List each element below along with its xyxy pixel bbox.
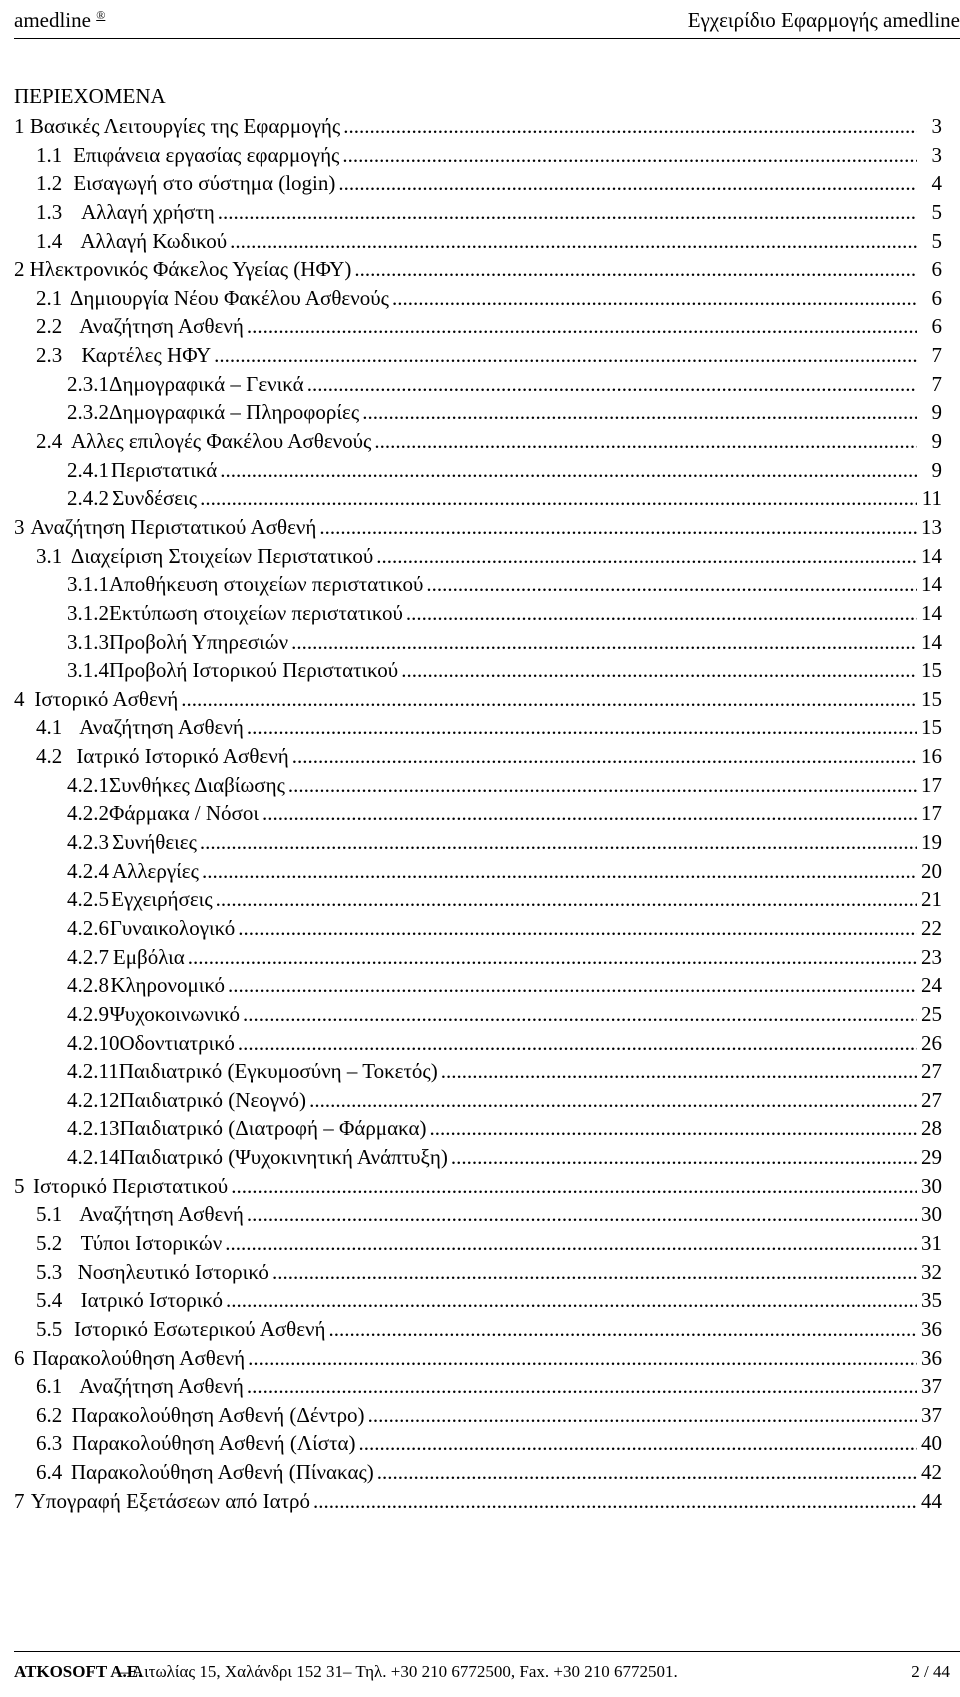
toc-entry[interactable] bbox=[14, 799, 942, 828]
toc-entry-number: 4.2.1 bbox=[67, 772, 109, 797]
toc-entry-page: 30 bbox=[921, 1202, 942, 1227]
toc-leader-dots bbox=[248, 1344, 917, 1373]
toc-entry-page: 3 bbox=[931, 142, 942, 167]
toc-entry-page: 19 bbox=[921, 830, 942, 855]
toc-entry[interactable] bbox=[14, 570, 942, 599]
toc-entry-number: 4.2.5 bbox=[67, 887, 109, 912]
toc-entry-page: 14 bbox=[921, 572, 942, 597]
toc-entry[interactable] bbox=[14, 1286, 942, 1315]
toc-entry-page: 6 bbox=[931, 314, 942, 339]
toc-entry-page: 29 bbox=[921, 1145, 942, 1170]
toc-entry[interactable] bbox=[14, 456, 942, 485]
toc-leader-dots bbox=[319, 513, 917, 542]
toc-entry-number: 2.4.1 bbox=[67, 457, 109, 482]
toc-entry[interactable] bbox=[14, 255, 942, 284]
toc-entry[interactable] bbox=[14, 169, 942, 198]
brand-name: amedline bbox=[14, 8, 91, 32]
toc-entry-number: 2.3 bbox=[36, 343, 63, 368]
toc-entry-title: Ιατρικό Ιστορικό Ασθενή bbox=[76, 744, 289, 769]
toc-leader-dots bbox=[377, 1458, 917, 1487]
toc-entry[interactable] bbox=[14, 828, 942, 857]
toc-entry-title: Αναζήτηση Ασθενή bbox=[79, 1374, 244, 1399]
toc-entry-page: 6 bbox=[931, 257, 942, 282]
toc-entry-number: 4.2 bbox=[36, 744, 63, 769]
toc-entry-number: 1.1 bbox=[36, 142, 63, 167]
toc-entry-title: Παρακολούθηση Ασθενή bbox=[32, 1345, 246, 1370]
toc-entry-title: Παιδιατρικό (Εγκυμοσύνη – Τοκετός) bbox=[118, 1059, 438, 1084]
toc-entry-title: Εκτύπωση στοιχείων περιστατικού bbox=[109, 600, 403, 625]
toc-entry-page: 4 bbox=[931, 171, 942, 196]
toc-leader-dots bbox=[426, 570, 917, 599]
toc-leader-dots bbox=[406, 599, 917, 628]
toc-leader-dots bbox=[247, 713, 917, 742]
toc-entry[interactable] bbox=[14, 1057, 942, 1086]
toc-leader-dots bbox=[216, 885, 917, 914]
toc-leader-dots bbox=[309, 1086, 917, 1115]
toc-entry-page: 5 bbox=[931, 199, 942, 224]
toc-entry-page: 9 bbox=[931, 457, 942, 482]
toc-entry[interactable] bbox=[14, 857, 942, 886]
toc-entry[interactable] bbox=[14, 1487, 942, 1516]
toc-leader-dots bbox=[202, 857, 917, 886]
toc-entry-page: 42 bbox=[921, 1460, 942, 1485]
toc-entry-title: Καρτέλες ΗΦΥ bbox=[81, 343, 212, 368]
toc-entry-number: 2.1 bbox=[36, 285, 63, 310]
toc-entry-number: 5.1 bbox=[36, 1202, 63, 1227]
toc-leader-dots bbox=[292, 742, 917, 771]
toc-entry-title: Επιφάνεια εργασίας εφαρμογής bbox=[73, 142, 340, 167]
toc-entry-page: 7 bbox=[931, 343, 942, 368]
toc-entry-title: Συνδέσεις bbox=[112, 486, 198, 511]
toc-entry-page: 17 bbox=[921, 801, 942, 826]
toc-leader-dots bbox=[247, 1200, 917, 1229]
toc-leader-dots bbox=[247, 312, 917, 341]
toc-entry-page: 20 bbox=[921, 858, 942, 883]
toc-entry-number: 4.2.4 bbox=[67, 858, 109, 883]
toc-entry-page: 24 bbox=[921, 973, 942, 998]
page-footer bbox=[14, 1651, 960, 1697]
toc-entry-number: 2.4 bbox=[36, 429, 63, 454]
toc-entry-page: 36 bbox=[921, 1345, 942, 1370]
toc-entry[interactable] bbox=[14, 341, 942, 370]
toc-entry[interactable] bbox=[14, 312, 942, 341]
toc-entry-title: Παρακολούθηση Ασθενή (Πίνακας) bbox=[70, 1460, 374, 1485]
toc-entry-number: 6.4 bbox=[36, 1460, 63, 1485]
toc-entry-page: 14 bbox=[921, 600, 942, 625]
toc-entry-number: 6 bbox=[14, 1345, 25, 1370]
toc-leader-dots bbox=[247, 1372, 917, 1401]
toc-entry-number: 2.4.2 bbox=[67, 486, 109, 511]
toc-entry-title: Γυναικολογικό bbox=[109, 915, 236, 940]
footer-page-indicator: 2 / 44 bbox=[911, 1662, 950, 1681]
toc-entry[interactable] bbox=[14, 1172, 942, 1201]
toc-entry-title: Ιστορικό Περιστατικού bbox=[32, 1173, 229, 1198]
toc-entry[interactable] bbox=[14, 198, 942, 227]
toc-entry[interactable] bbox=[14, 1315, 942, 1344]
toc-entry-title: Ιστορικό Ασθενή bbox=[34, 686, 179, 711]
toc-entry-title: Ψυχοκοινωνικό bbox=[109, 1001, 241, 1026]
header-brand bbox=[14, 8, 105, 33]
toc-leader-dots bbox=[243, 1000, 917, 1029]
toc-entry[interactable] bbox=[14, 112, 942, 141]
toc-leader-dots bbox=[401, 656, 917, 685]
toc-entry-page: 11 bbox=[921, 486, 942, 511]
toc-entry-page: 27 bbox=[921, 1059, 942, 1084]
toc-entry-page: 7 bbox=[931, 371, 942, 396]
toc-leader-dots bbox=[359, 1429, 917, 1458]
toc-entry-page: 9 bbox=[931, 400, 942, 425]
toc-entry-title: Αναζήτηση Ασθενή bbox=[79, 1202, 244, 1227]
toc-entry-number: 6.1 bbox=[36, 1374, 63, 1399]
toc-entry-page: 17 bbox=[921, 772, 942, 797]
toc-entry-title: Ιστορικό Εσωτερικού Ασθενή bbox=[73, 1316, 326, 1341]
toc-leader-dots bbox=[451, 1143, 917, 1172]
toc-entry-page: 22 bbox=[921, 915, 942, 940]
toc-leader-dots bbox=[441, 1057, 917, 1086]
toc-leader-dots bbox=[307, 370, 917, 399]
toc-leader-dots bbox=[272, 1258, 917, 1287]
toc-entry-page: 40 bbox=[921, 1431, 942, 1456]
toc-entry-page: 9 bbox=[931, 429, 942, 454]
toc-entry-page: 36 bbox=[921, 1316, 942, 1341]
toc-entry[interactable] bbox=[14, 1344, 942, 1373]
toc-leader-dots bbox=[214, 341, 917, 370]
toc-entry-page: 15 bbox=[921, 658, 942, 683]
toc-entry[interactable] bbox=[14, 713, 942, 742]
toc-entry-number: 4.2.3 bbox=[67, 830, 109, 855]
toc-leader-dots bbox=[231, 1172, 917, 1201]
toc-entry[interactable] bbox=[14, 141, 942, 170]
toc-entry-number: 2.3.2 bbox=[67, 400, 109, 425]
toc-leader-dots bbox=[200, 484, 917, 513]
toc-entry-page: 31 bbox=[921, 1230, 942, 1255]
toc-entry-title: Νοσηλευτικό Ιστορικό bbox=[77, 1259, 269, 1284]
toc-leader-dots bbox=[230, 227, 917, 256]
toc-leader-dots bbox=[228, 971, 917, 1000]
table-of-contents bbox=[14, 112, 942, 1515]
toc-entry-number: 4.2.6 bbox=[67, 915, 109, 940]
toc-entry-number: 3 bbox=[14, 514, 25, 539]
toc-entry-number: 6.2 bbox=[36, 1402, 63, 1427]
toc-entry-page: 13 bbox=[921, 514, 942, 539]
toc-entry-number: 4.2.7 bbox=[67, 944, 109, 969]
toc-entry-page: 28 bbox=[921, 1116, 942, 1141]
toc-entry-page: 6 bbox=[931, 285, 942, 310]
toc-entry-number: 2 bbox=[14, 257, 25, 282]
toc-leader-dots bbox=[291, 628, 917, 657]
toc-entry-title: Συνήθειες bbox=[112, 830, 197, 855]
toc-leader-dots bbox=[342, 141, 917, 170]
toc-entry-page: 27 bbox=[921, 1087, 942, 1112]
toc-entry-number: 5.4 bbox=[36, 1288, 63, 1313]
toc-entry-number: 5.5 bbox=[36, 1316, 63, 1341]
toc-entry[interactable] bbox=[14, 1401, 942, 1430]
toc-entry-number: 4.2.10 bbox=[67, 1030, 120, 1055]
toc-leader-dots bbox=[313, 1487, 917, 1516]
toc-entry[interactable] bbox=[14, 370, 942, 399]
toc-entry[interactable] bbox=[14, 1086, 942, 1115]
toc-entry[interactable] bbox=[14, 1429, 942, 1458]
toc-entry-title: Δημογραφικά – Πληροφορίες bbox=[109, 400, 360, 425]
toc-entry-number: 4.1 bbox=[36, 715, 63, 740]
toc-entry-number: 4.2.9 bbox=[67, 1001, 109, 1026]
header-doc-title: Εγχειρίδιο Εφαρμογής amedline bbox=[687, 8, 960, 32]
toc-entry-page: 15 bbox=[921, 715, 942, 740]
toc-entry[interactable] bbox=[14, 284, 942, 313]
toc-entry-title: Περιστατικά bbox=[110, 457, 218, 482]
toc-entry-title: Παιδιατρικό (Ψυχοκινητική Ανάπτυξη) bbox=[119, 1145, 448, 1170]
toc-entry-title: Υπογραφή Εξετάσεων από Ιατρό bbox=[30, 1488, 311, 1513]
toc-entry[interactable] bbox=[14, 1200, 942, 1229]
toc-entry-number: 3.1.3 bbox=[67, 629, 109, 654]
toc-entry-number: 2.3.1 bbox=[67, 371, 109, 396]
toc-entry[interactable] bbox=[14, 1229, 942, 1258]
page-header bbox=[14, 0, 960, 39]
toc-entry-page: 23 bbox=[921, 944, 942, 969]
toc-leader-dots bbox=[329, 1315, 917, 1344]
toc-entry[interactable] bbox=[14, 1114, 942, 1143]
toc-leader-dots bbox=[338, 169, 917, 198]
toc-entry[interactable] bbox=[14, 599, 942, 628]
toc-entry[interactable] bbox=[14, 427, 942, 456]
toc-entry-number: 6.3 bbox=[36, 1431, 63, 1456]
toc-entry-title: Εμβόλια bbox=[112, 944, 185, 969]
toc-leader-dots bbox=[288, 771, 917, 800]
toc-entry-number: 3.1.4 bbox=[67, 658, 109, 683]
toc-entry-title: Ιατρικό Ιστορικό bbox=[80, 1288, 224, 1313]
toc-entry-page: 5 bbox=[931, 228, 942, 253]
toc-entry-title: Παρακολούθηση Ασθενή (Λίστα) bbox=[72, 1431, 356, 1456]
toc-entry-number: 4.2.11 bbox=[67, 1059, 119, 1084]
toc-leader-dots bbox=[181, 685, 917, 714]
toc-entry-number: 4.2.8 bbox=[67, 973, 109, 998]
toc-leader-dots bbox=[226, 1286, 917, 1315]
toc-entry-page: 26 bbox=[921, 1030, 942, 1055]
registered-mark: ® bbox=[96, 8, 106, 22]
toc-entry-number: 4.2.2 bbox=[67, 801, 109, 826]
toc-entry[interactable] bbox=[14, 1029, 942, 1058]
toc-entry[interactable] bbox=[14, 914, 942, 943]
toc-entry-title: Αναζήτηση Ασθενή bbox=[79, 314, 244, 339]
toc-leader-dots bbox=[343, 112, 917, 141]
footer-company: ATKOSOFT A.E. bbox=[14, 1662, 143, 1681]
toc-entry-title: Αποθήκευση στοιχείων περιστατικού bbox=[109, 572, 424, 597]
toc-leader-dots bbox=[376, 542, 917, 571]
toc-entry-title: Εγχειρήσεις bbox=[111, 887, 213, 912]
toc-entry-number: 1.3 bbox=[36, 199, 63, 224]
toc-entry[interactable] bbox=[14, 685, 942, 714]
toc-entry-page: 14 bbox=[921, 543, 942, 568]
toc-leader-dots bbox=[238, 914, 917, 943]
toc-leader-dots bbox=[218, 198, 917, 227]
toc-entry-title: Παρακολούθηση Ασθενή (Δέντρο) bbox=[71, 1402, 365, 1427]
toc-entry-title: Προβολή Υπηρεσιών bbox=[109, 629, 289, 654]
toc-entry[interactable] bbox=[14, 656, 942, 685]
toc-entry-title: Τύποι Ιστορικών bbox=[80, 1230, 223, 1255]
toc-entry-number: 5.3 bbox=[36, 1259, 63, 1284]
toc-entry-number: 4 bbox=[14, 686, 25, 711]
toc-leader-dots bbox=[220, 456, 917, 485]
toc-entry-page: 21 bbox=[921, 887, 942, 912]
toc-entry-page: 37 bbox=[921, 1374, 942, 1399]
toc-entry-title: Εισαγωγή στο σύστημα (login) bbox=[73, 171, 336, 196]
toc-entry[interactable] bbox=[14, 971, 942, 1000]
toc-entry[interactable] bbox=[14, 1258, 942, 1287]
toc-entry-title: Συνθήκες Διαβίωσης bbox=[109, 772, 285, 797]
toc-entry-title: Διαχείριση Στοιχείων Περιστατικού bbox=[70, 543, 374, 568]
toc-entry-title: Παιδιατρικό (Νεογνό) bbox=[119, 1087, 307, 1112]
toc-entry-number: 3.1.1 bbox=[67, 572, 109, 597]
toc-entry-title: Αλλαγή Κωδικού bbox=[80, 228, 228, 253]
toc-entry-page: 14 bbox=[921, 629, 942, 654]
toc-entry-number: 3.1 bbox=[36, 543, 63, 568]
toc-leader-dots bbox=[362, 398, 917, 427]
toc-entry-number: 4.2.12 bbox=[67, 1087, 120, 1112]
toc-leader-dots bbox=[354, 255, 917, 284]
toc-entry-title: Αλλες επιλογές Φακέλου Ασθενούς bbox=[71, 429, 372, 454]
toc-entry-title: Δημιουργία Νέου Φακέλου Ασθενούς bbox=[69, 285, 389, 310]
toc-entry-page: 37 bbox=[921, 1402, 942, 1427]
toc-entry-page: 30 bbox=[921, 1173, 942, 1198]
toc-entry-number: 5 bbox=[14, 1173, 25, 1198]
toc-leader-dots bbox=[188, 943, 917, 972]
toc-entry-number: 1.4 bbox=[36, 228, 63, 253]
toc-leader-dots bbox=[200, 828, 917, 857]
toc-entry[interactable] bbox=[14, 1372, 942, 1401]
toc-entry-page: 44 bbox=[921, 1488, 942, 1513]
toc-entry[interactable] bbox=[14, 628, 942, 657]
toc-entry[interactable] bbox=[14, 513, 942, 542]
toc-entry-number: 1.2 bbox=[36, 171, 63, 196]
toc-entry-page: 15 bbox=[921, 686, 942, 711]
toc-entry[interactable] bbox=[14, 742, 942, 771]
toc-entry[interactable] bbox=[14, 542, 942, 571]
toc-entry[interactable] bbox=[14, 885, 942, 914]
toc-entry[interactable] bbox=[14, 1458, 942, 1487]
toc-entry-page: 35 bbox=[921, 1288, 942, 1313]
toc-entry-title: Βασικές Λειτουργίες της Εφαρμογής bbox=[29, 114, 341, 138]
toc-leader-dots bbox=[368, 1401, 917, 1430]
toc-entry-page: 25 bbox=[921, 1001, 942, 1026]
toc-entry-number: 1 bbox=[14, 114, 25, 138]
toc-entry[interactable] bbox=[14, 484, 942, 513]
toc-entry[interactable] bbox=[14, 398, 942, 427]
toc-entry-title: Προβολή Ιστορικού Περιστατικού bbox=[109, 658, 399, 683]
toc-entry-title: Κληρονομικό bbox=[110, 973, 226, 998]
toc-leader-dots bbox=[392, 284, 917, 313]
toc-entry-title: Αλλαγή χρήστη bbox=[81, 199, 215, 224]
toc-entry-title: Παιδιατρικό (Διατροφή – Φάρμακα) bbox=[119, 1116, 427, 1141]
toc-entry-number: 2.2 bbox=[36, 314, 63, 339]
toc-entry-title: Αναζήτηση Περιστατικού Ασθενή bbox=[30, 514, 317, 539]
toc-entry[interactable] bbox=[14, 1000, 942, 1029]
toc-entry[interactable] bbox=[14, 1143, 942, 1172]
toc-entry-page: 16 bbox=[921, 744, 942, 769]
toc-entry-number: 5.2 bbox=[36, 1230, 63, 1255]
toc-entry-title: Αναζήτηση Ασθενή bbox=[79, 715, 244, 740]
toc-entry-title: Ηλεκτρονικός Φάκελος Υγείας (ΗΦΥ) bbox=[29, 257, 352, 282]
toc-leader-dots bbox=[238, 1029, 917, 1058]
toc-entry-page: 32 bbox=[921, 1259, 942, 1284]
toc-leader-dots bbox=[429, 1114, 917, 1143]
toc-entry-title: Φάρμακα / Νόσοι bbox=[109, 801, 259, 826]
toc-leader-dots bbox=[374, 427, 917, 456]
toc-entry-title: Αλλεργίες bbox=[112, 858, 199, 883]
toc-title: ΠΕΡΙΕΧΟΜΕΝΑ bbox=[14, 84, 166, 108]
toc-entry-number: 7 bbox=[14, 1488, 25, 1513]
toc-entry-number: 4.2.14 bbox=[67, 1145, 120, 1170]
toc-entry-title: Δημογραφικά – Γενικά bbox=[109, 371, 304, 396]
toc-entry[interactable] bbox=[14, 771, 942, 800]
toc-entry-number: 4.2.13 bbox=[67, 1116, 120, 1141]
toc-entry[interactable] bbox=[14, 227, 942, 256]
toc-entry[interactable] bbox=[14, 943, 942, 972]
toc-leader-dots bbox=[262, 799, 917, 828]
toc-leader-dots bbox=[225, 1229, 917, 1258]
footer-address: – Αιτωλίας 15, Χαλάνδρι 152 31– Τηλ. +30 210 6772500, Fax. +30 210 6772501. bbox=[120, 1662, 678, 1681]
toc-entry-number: 3.1.2 bbox=[67, 600, 109, 625]
toc-entry-page: 3 bbox=[931, 114, 942, 138]
toc-entry-title: Οδοντιατρικό bbox=[119, 1030, 235, 1055]
